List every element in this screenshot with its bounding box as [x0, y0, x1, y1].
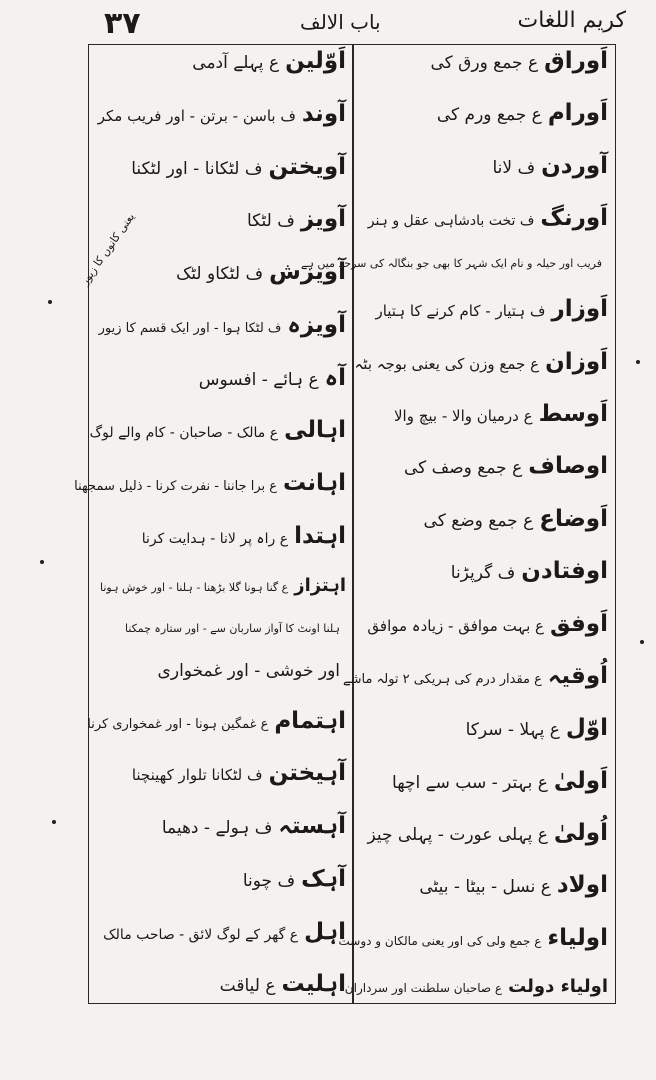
book-title: کریم اللغات: [517, 8, 626, 33]
margin-note: یعنی کانوں کا زیور: [78, 210, 138, 288]
headword: آوند: [301, 100, 346, 127]
headword: آہ: [324, 364, 346, 391]
dictionary-entry: [87, 707, 346, 734]
headword: اہتدا: [294, 522, 346, 549]
definition: ف گرپڑنا: [450, 563, 516, 584]
definition: ف لٹکا: [246, 211, 295, 232]
headword: آہک: [301, 865, 346, 892]
definition: ع پہلے آدمی: [192, 53, 280, 73]
headword: اُوقیہ: [547, 662, 608, 689]
definition: ع غمگین ہونا - اور غمخواری کرنا: [87, 716, 269, 732]
definition: ف باسن - برتن - اور فریب مکر: [97, 106, 296, 125]
definition: ع بہت موافق - زیادہ موافق: [367, 616, 545, 635]
headword: اَوّلین: [285, 48, 346, 74]
dictionary-entry: [96, 365, 346, 391]
dictionary-entry: [301, 256, 608, 271]
dictionary-entry: [74, 470, 346, 497]
definition: ع جمع ولی کی اور یعنی مالکان و دوست: [338, 933, 542, 948]
headword: اَورام: [547, 100, 608, 127]
dictionary-entry: [96, 919, 346, 945]
dictionary-entry: [362, 153, 608, 179]
dictionary-entry: [96, 48, 346, 74]
dictionary-entry: [89, 417, 346, 444]
headword: اولیاء: [547, 924, 608, 951]
definition: ع لیاقت: [219, 976, 276, 997]
headword: آویختن: [268, 153, 346, 180]
dictionary-entry: [96, 662, 346, 682]
definition: ف لٹکاو لٹک: [176, 264, 264, 285]
headword: اہانت: [283, 470, 346, 497]
column-divider: [352, 44, 354, 1004]
headword: اَوراق: [544, 48, 608, 74]
left-column: [74, 48, 346, 998]
ink-speck: [40, 560, 44, 564]
dictionary-entry: [96, 813, 346, 839]
definition: ع جمع وزن کی یعنی بوجہ بٹہ: [354, 354, 540, 373]
headword: آوردن: [541, 152, 608, 179]
definition: ع گنا ہونا گلا بڑھنا - ہلنا - اور خوش ہونا: [99, 580, 289, 594]
dictionary-entry: [362, 48, 608, 74]
definition: ع درمیان والا - بیچ والا: [393, 406, 533, 425]
dictionary-entry: [96, 760, 346, 786]
page-number: ۳۷: [104, 6, 141, 41]
dictionary-entry: [362, 768, 608, 794]
dictionary-entry: [343, 662, 608, 689]
dictionary-entry: [338, 924, 608, 951]
headword: اَوفق: [550, 610, 608, 637]
headword: آویز: [300, 206, 346, 233]
headword: اَوضاع: [539, 505, 608, 532]
dictionary-entry: [362, 820, 608, 846]
page-header: [0, 0, 656, 44]
definition: ع جمع ورق کی: [430, 53, 539, 73]
definition: ف لانا: [492, 157, 536, 178]
definition: ع مقدار درم کی ہریکی ۲ تولہ ماشے: [343, 671, 542, 687]
definition: ع نسل - بیٹا - بیٹی: [419, 877, 551, 898]
headword: آویزش: [269, 259, 346, 286]
definition: ع جمع وصف کی: [403, 458, 523, 479]
dictionary-entry: [96, 259, 346, 285]
headword: اَورنگ: [540, 205, 608, 232]
section-title: باب الالف: [300, 10, 381, 34]
definition: ف تخت بادشاہی عقل و ہنر: [367, 213, 535, 230]
dictionary-entry: [362, 401, 608, 427]
definition: ف لٹکانا - اور لٹکنا: [131, 158, 263, 179]
definition: ع جمع ورم کی: [436, 105, 542, 126]
definition: ع پہلی عورت - پہلی چیز: [367, 825, 548, 846]
dictionary-entry: [354, 348, 608, 375]
headword: آہیختن: [268, 760, 346, 787]
dictionary-entry: [362, 611, 608, 637]
definition: ع مالک - صاحبان - کام والے لوگ: [89, 425, 279, 442]
definition: ع صاحبان سلطنت اور سرداران: [344, 981, 503, 996]
definition: ف لٹکانا تلوار کھینچنا: [131, 766, 263, 785]
dictionary-entry: [362, 453, 608, 479]
definition: ع گھر کے لوگ لائق - صاحب مالک: [103, 926, 299, 943]
dictionary-entry: [362, 715, 608, 741]
dictionary-entry: [362, 296, 608, 322]
headword: اَولیٰ: [553, 767, 608, 794]
definition: ع ہائے - افسوس: [198, 369, 319, 390]
headword: آہستہ: [278, 813, 346, 840]
definition: ع بہتر - سب سے اچھا: [392, 772, 548, 793]
dictionary-entry: [362, 506, 608, 532]
ink-speck: [640, 640, 644, 644]
headword: اوفتادن: [521, 558, 608, 585]
headword: اہالی: [284, 417, 346, 444]
definition: ف چونا: [242, 870, 296, 891]
definition: ع راہ پر لانا - ہدایت کرنا: [141, 530, 289, 547]
definition: ع برا جاننا - نفرت کرنا - ذلیل سمجھنا: [74, 479, 278, 495]
dictionary-entry: [96, 623, 346, 636]
headword: اہتزاز: [294, 574, 346, 596]
definition: ف ہولے - دھیما: [161, 818, 273, 839]
headword: اوصاف: [528, 453, 608, 480]
dictionary-entry: [96, 206, 346, 232]
definition: ف ہتیار - کام کرنے کا ہتیار: [375, 302, 546, 321]
headword: اَوزان: [545, 348, 608, 375]
dictionary-entry: [96, 866, 346, 892]
dictionary-entry: [362, 205, 608, 231]
ink-speck: [636, 360, 640, 364]
definition: ف لٹکا ہوا - اور ایک قسم کا زیور: [98, 320, 282, 336]
headword: اولاد: [556, 872, 608, 899]
definition: ع پہلا - سرکا: [465, 720, 560, 741]
headword: اُولیٰ: [553, 820, 608, 847]
headword: آویزہ: [287, 311, 346, 338]
definition: فریب اور حیلہ و نام ایک شہر کا بھی جو بنگالہ کی سرحد میں ہے: [301, 256, 602, 270]
headword: اوّل: [565, 715, 608, 742]
headword: اَوزار: [551, 296, 608, 323]
headword: اَوسط: [538, 400, 608, 427]
dictionary-entry: [362, 100, 608, 126]
dictionary-entry: [96, 971, 346, 997]
dictionary-entry: [96, 101, 346, 127]
definition: اور خوشی - اور غمخواری: [157, 660, 340, 681]
headword: اولیاء دولت: [508, 976, 608, 998]
ink-speck: [48, 300, 52, 304]
ink-speck: [52, 820, 56, 824]
dictionary-entry: [96, 523, 346, 549]
dictionary-entry: [362, 872, 608, 898]
headword: اہتمام: [274, 707, 346, 734]
dictionary-entry: [96, 154, 346, 180]
headword: اہلیت: [281, 971, 346, 998]
headword: اہل: [304, 918, 346, 945]
definition: ہلنا اونٹ کا آواز ساربان سے - اور ستارہ چمکنا: [124, 621, 340, 635]
dictionary-entry: [96, 312, 346, 338]
definition: ع جمع وضع کی: [423, 510, 534, 531]
dictionary-entry: [362, 558, 608, 584]
dictionary-entry: [96, 576, 346, 597]
dictionary-entry: [344, 976, 608, 998]
